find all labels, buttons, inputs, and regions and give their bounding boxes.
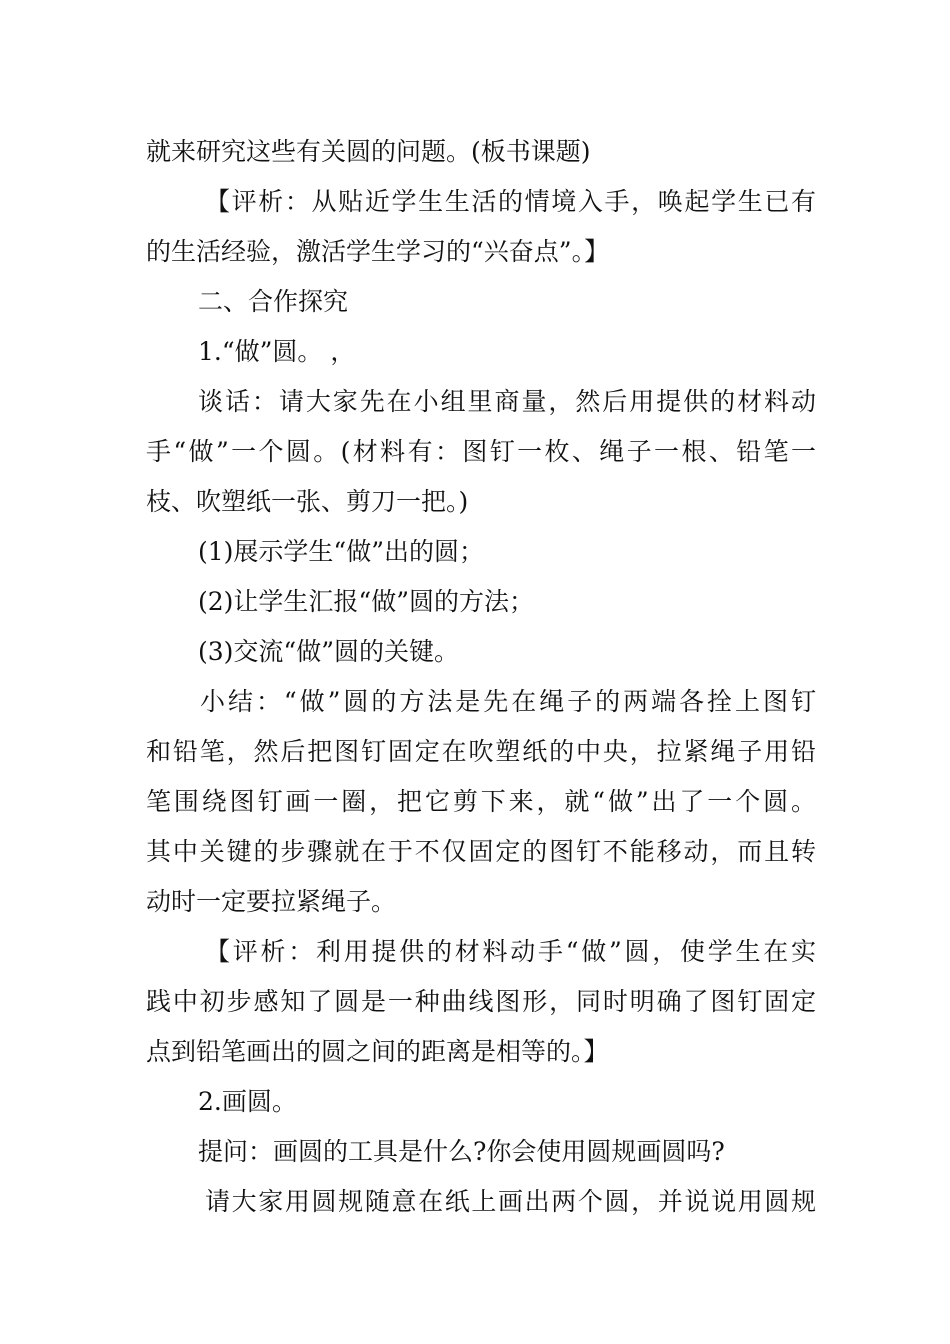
- text-line: 其中关键的步骤就在于不仅固定的图钉不能移动，而且转: [146, 837, 816, 866]
- text-line: 笔围绕图钉画一圈，把它剪下来，就“做”出了一个圆。: [146, 787, 816, 816]
- text-line: 【评析：利用提供的材料动手“做”圆，使学生在实: [205, 937, 816, 966]
- text-line: 小结：“做”圆的方法是先在绳子的两端各拴上图钉: [200, 687, 816, 716]
- text-line: 手“做”一个圆。(材料有：图钉一枚、绳子一根、铅笔一: [146, 437, 816, 466]
- list-item: (1)展示学生“做”出的圆；: [198, 537, 484, 566]
- text-line: 【评析：从贴近学生生活的情境入手，唤起学生已有: [205, 187, 816, 216]
- text-line: 提问：画圆的工具是什么?你会使用圆规画圆吗?: [198, 1137, 725, 1166]
- text-line: 的生活经验，激活学生学习的“兴奋点”。】: [146, 237, 610, 266]
- text-line: 动时一定要拉紧绳子。: [146, 887, 397, 916]
- text-line: 点到铅笔画出的圆之间的距离是相等的。】: [146, 1037, 609, 1066]
- subsection-heading: 1.“做”圆。 ，: [198, 337, 356, 366]
- text-line: 枝、吹塑纸一张、剪刀一把。): [146, 487, 469, 516]
- text-line: 谈话：请大家先在小组里商量，然后用提供的材料动: [198, 387, 816, 416]
- text-line: 请大家用圆规随意在纸上画出两个圆，并说说用圆规: [205, 1187, 816, 1216]
- list-item: (3)交流“做”圆的关键。: [198, 637, 459, 666]
- text-line: 就来研究这些有关圆的问题。(板书课题): [146, 137, 591, 166]
- list-item: (2)让学生汇报“做”圆的方法；: [198, 587, 534, 616]
- text-line: 和铅笔，然后把图钉固定在吹塑纸的中央，拉紧绳子用铅: [146, 737, 816, 766]
- section-heading: 二、合作探究: [198, 287, 349, 316]
- text-line: 践中初步感知了圆是一种曲线图形，同时明确了图钉固定: [146, 987, 816, 1016]
- subsection-heading: 2.画圆。: [198, 1087, 297, 1116]
